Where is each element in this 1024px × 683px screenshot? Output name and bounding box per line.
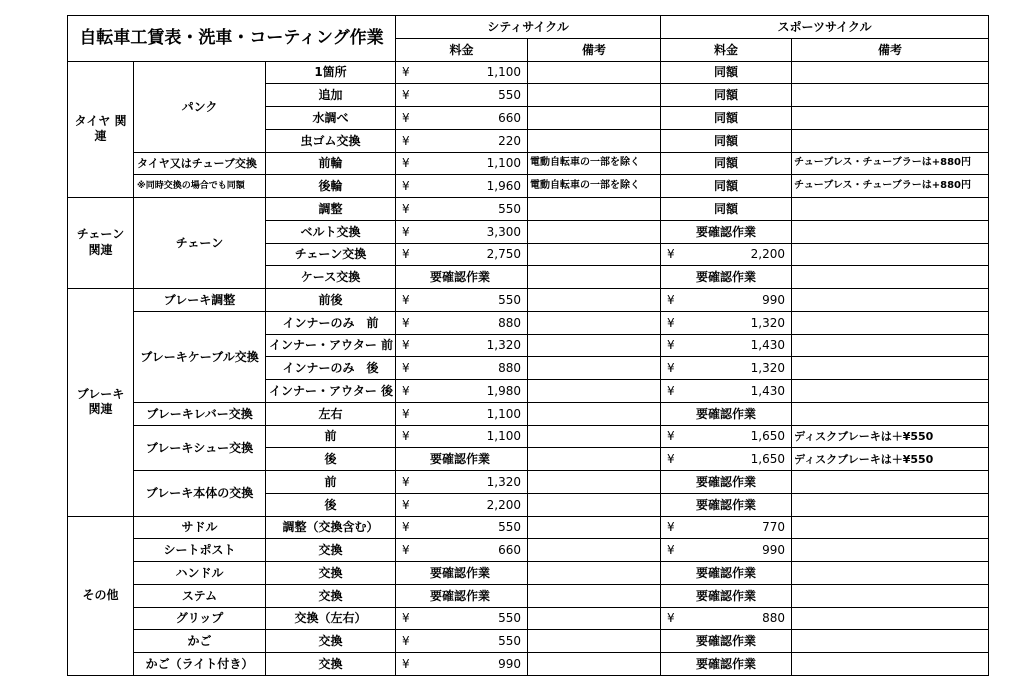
city-note: 電動自転車の一部を除く: [528, 152, 661, 175]
price-amount: 1,430: [750, 338, 786, 353]
yen-sign: ¥: [667, 361, 675, 376]
item-cell: 調整（交換含む）: [266, 516, 396, 539]
item-cell: 交換: [266, 584, 396, 607]
yen-sign: ¥: [402, 292, 410, 307]
price-amount: 550: [498, 201, 522, 216]
sports-note: [792, 380, 989, 403]
city-price: [396, 630, 528, 653]
sports-note: [792, 402, 989, 425]
city-price: [396, 539, 528, 562]
price-amount: 1,320: [750, 315, 786, 330]
city-price: [396, 84, 528, 107]
sports-same: 同額: [661, 61, 792, 84]
yen-sign: ¥: [402, 201, 410, 216]
price-amount: 550: [498, 634, 522, 649]
price-amount: 660: [498, 543, 522, 558]
city-note: [528, 357, 661, 380]
city-note: [528, 220, 661, 243]
sub-tire-note: ※同時交換の場合でも同額: [134, 175, 266, 198]
yen-sign: ¥: [667, 611, 675, 626]
item-cell: インナーのみ 前: [266, 311, 396, 334]
item-cell: 後輪: [266, 175, 396, 198]
city-price: [396, 516, 528, 539]
sub-handle: ハンドル: [134, 562, 266, 585]
yen-sign: ¥: [402, 224, 410, 239]
yen-sign: ¥: [402, 110, 410, 125]
item-cell: インナー・アウター 前: [266, 334, 396, 357]
sports-req: 要確認作業: [661, 562, 792, 585]
sports-req: 要確認作業: [661, 471, 792, 494]
sports-price: [661, 425, 792, 448]
item-cell: 交換（左右）: [266, 607, 396, 630]
yen-sign: ¥: [667, 383, 675, 398]
sports-same: 同額: [661, 152, 792, 175]
group-chain: チェーン 関連: [68, 198, 134, 289]
group-other: その他: [68, 516, 134, 676]
sub-grip: グリップ: [134, 607, 266, 630]
city-note: [528, 493, 661, 516]
table-row: [68, 471, 989, 494]
sub-tire-tube: タイヤ又はチューブ交換: [134, 152, 266, 175]
yen-sign: ¥: [402, 520, 410, 535]
item-cell: インナー・アウター 後: [266, 380, 396, 403]
sports-note: [792, 61, 989, 84]
table-row: [68, 425, 989, 448]
header-row: [68, 16, 989, 39]
price-amount: 550: [498, 292, 522, 307]
sports-note: [792, 243, 989, 266]
yen-sign: ¥: [667, 520, 675, 535]
sports-note: [792, 311, 989, 334]
city-note: [528, 630, 661, 653]
sports-same: 同額: [661, 84, 792, 107]
city-note: [528, 380, 661, 403]
price-amount: 2,200: [750, 247, 786, 262]
table-row: [68, 152, 989, 175]
item-cell: 交換: [266, 539, 396, 562]
sports-note: [792, 584, 989, 607]
city-note: [528, 289, 661, 312]
city-note: [528, 471, 661, 494]
sports-price: [661, 311, 792, 334]
sports-note: ディスクブレーキは＋¥550: [792, 425, 989, 448]
table-row: [68, 584, 989, 607]
city-note-header: 備考: [528, 38, 661, 61]
sports-note: [792, 266, 989, 289]
item-cell: 左右: [266, 402, 396, 425]
city-price: [396, 152, 528, 175]
sub-brake-body: ブレーキ本体の交換: [134, 471, 266, 517]
yen-sign: ¥: [667, 338, 675, 353]
yen-sign: ¥: [402, 65, 410, 80]
item-cell: 調整: [266, 198, 396, 221]
city-cycle-header: シティサイクル: [396, 16, 661, 39]
city-note: [528, 516, 661, 539]
yen-sign: ¥: [402, 497, 410, 512]
city-note: [528, 425, 661, 448]
city-price: [396, 289, 528, 312]
sports-note: [792, 653, 989, 676]
yen-sign: ¥: [402, 338, 410, 353]
item-cell: 追加: [266, 84, 396, 107]
item-cell: 虫ゴム交換: [266, 129, 396, 152]
city-req: 要確認作業: [396, 584, 528, 607]
sports-price: [661, 516, 792, 539]
city-note: [528, 61, 661, 84]
sports-note: [792, 607, 989, 630]
city-note: [528, 448, 661, 471]
item-cell: 前: [266, 471, 396, 494]
sports-note: [792, 289, 989, 312]
sub-saddle: サドル: [134, 516, 266, 539]
yen-sign: ¥: [402, 315, 410, 330]
sports-note-header: 備考: [792, 38, 989, 61]
price-amount: 2,200: [486, 497, 522, 512]
table-row: [68, 562, 989, 585]
item-cell: ケース交換: [266, 266, 396, 289]
yen-sign: ¥: [402, 611, 410, 626]
price-amount: 550: [498, 520, 522, 535]
yen-sign: ¥: [402, 634, 410, 649]
price-amount: 880: [498, 361, 522, 376]
sports-same: 同額: [661, 198, 792, 221]
table-row: [68, 61, 989, 84]
yen-sign: ¥: [402, 657, 410, 671]
city-price: [396, 243, 528, 266]
city-req: 要確認作業: [396, 266, 528, 289]
city-price: [396, 380, 528, 403]
sports-price: [661, 380, 792, 403]
group-tire: タイヤ 関連: [68, 61, 134, 198]
yen-sign: ¥: [402, 156, 410, 171]
table-row: [68, 653, 989, 676]
city-price: [396, 607, 528, 630]
city-price: [396, 129, 528, 152]
item-cell: チェーン交換: [266, 243, 396, 266]
price-amount: 1,100: [486, 406, 522, 421]
item-cell: 後: [266, 448, 396, 471]
price-amount: 1,650: [750, 452, 786, 467]
item-cell: 後: [266, 493, 396, 516]
city-fee-header: 料金: [396, 38, 528, 61]
table-row: [68, 311, 989, 334]
sports-note: [792, 562, 989, 585]
yen-sign: ¥: [402, 474, 410, 489]
price-amount: 3,300: [486, 224, 522, 239]
item-cell: 交換: [266, 653, 396, 676]
city-price: [396, 357, 528, 380]
price-amount: 1,100: [486, 65, 522, 80]
price-amount: 1,960: [486, 179, 522, 194]
price-amount: 1,320: [486, 474, 522, 489]
sports-note: [792, 84, 989, 107]
price-amount: 880: [762, 611, 786, 626]
sports-req: 要確認作業: [661, 402, 792, 425]
city-price: [396, 198, 528, 221]
sports-note: [792, 630, 989, 653]
city-note: [528, 607, 661, 630]
sports-note: チューブレス・チューブラーは+880円: [792, 175, 989, 198]
sports-note: [792, 516, 989, 539]
price-amount: 880: [498, 315, 522, 330]
sports-price: [661, 357, 792, 380]
price-amount: 1,320: [486, 338, 522, 353]
city-note: 電動自転車の一部を除く: [528, 175, 661, 198]
sub-seatpost: シートポスト: [134, 539, 266, 562]
yen-sign: ¥: [667, 247, 675, 262]
yen-sign: ¥: [402, 88, 410, 103]
city-note: [528, 198, 661, 221]
price-amount: 1,320: [750, 361, 786, 376]
sports-note: [792, 493, 989, 516]
yen-sign: ¥: [402, 406, 410, 421]
city-price: [396, 334, 528, 357]
sports-price: [661, 539, 792, 562]
sub-basket: かご: [134, 630, 266, 653]
price-amount: 1,430: [750, 383, 786, 398]
sports-note: [792, 471, 989, 494]
table-row: [68, 539, 989, 562]
price-amount: 1,100: [486, 156, 522, 171]
sports-note: [792, 539, 989, 562]
city-note: [528, 539, 661, 562]
item-cell: インナーのみ 後: [266, 357, 396, 380]
city-price: [396, 402, 528, 425]
sports-note: [792, 129, 989, 152]
sub-brake-adj: ブレーキ調整: [134, 289, 266, 312]
sports-req: 要確認作業: [661, 584, 792, 607]
sub-puncture: パンク: [134, 61, 266, 152]
table-row: [68, 175, 989, 198]
sub-brake-lever: ブレーキレバー交換: [134, 402, 266, 425]
yen-sign: ¥: [667, 452, 675, 467]
sports-note: チューブレス・チューブラーは+880円: [792, 152, 989, 175]
item-cell: ベルト交換: [266, 220, 396, 243]
price-amount: 660: [498, 110, 522, 125]
table-row: [68, 289, 989, 312]
price-amount: 550: [498, 611, 522, 626]
city-price: [396, 61, 528, 84]
sports-same: 同額: [661, 107, 792, 130]
yen-sign: ¥: [402, 543, 410, 558]
item-cell: 前: [266, 425, 396, 448]
group-brake: ブレーキ 関連: [68, 289, 134, 517]
city-note: [528, 402, 661, 425]
city-note: [528, 562, 661, 585]
sports-req: 要確認作業: [661, 630, 792, 653]
sports-note: [792, 220, 989, 243]
sports-note: [792, 334, 989, 357]
sub-brake-cable: ブレーキケーブル交換: [134, 311, 266, 402]
price-amount: 1,980: [486, 383, 522, 398]
table-row: [68, 198, 989, 221]
table-row: [68, 516, 989, 539]
price-amount: 990: [498, 657, 522, 671]
price-amount: 990: [762, 543, 786, 558]
city-price: [396, 493, 528, 516]
city-note: [528, 653, 661, 676]
sports-same: 同額: [661, 175, 792, 198]
yen-sign: ¥: [667, 315, 675, 330]
sports-price: [661, 607, 792, 630]
city-price: [396, 471, 528, 494]
sports-note: [792, 107, 989, 130]
price-table: [67, 15, 989, 676]
sub-stem: ステム: [134, 584, 266, 607]
price-amount: 1,650: [750, 429, 786, 444]
city-price: [396, 107, 528, 130]
sub-chain: チェーン: [134, 198, 266, 289]
city-price: [396, 653, 528, 676]
price-amount: 770: [762, 520, 786, 535]
city-price: [396, 175, 528, 198]
city-price: [396, 425, 528, 448]
city-note: [528, 129, 661, 152]
page-title: 自転車工賃表・洗車・コーティング作業: [68, 16, 396, 62]
yen-sign: ¥: [667, 429, 675, 444]
city-req: 要確認作業: [396, 562, 528, 585]
item-cell: 交換: [266, 630, 396, 653]
yen-sign: ¥: [402, 179, 410, 194]
city-note: [528, 243, 661, 266]
price-amount: 2,750: [486, 247, 522, 262]
yen-sign: ¥: [402, 133, 410, 148]
sports-price: [661, 289, 792, 312]
sports-req: 要確認作業: [661, 266, 792, 289]
yen-sign: ¥: [667, 292, 675, 307]
price-amount: 550: [498, 88, 522, 103]
sub-basket-light: かご（ライト付き）: [134, 653, 266, 676]
price-amount: 220: [498, 133, 522, 148]
city-req: 要確認作業: [396, 448, 528, 471]
table-row: [68, 607, 989, 630]
city-note: [528, 266, 661, 289]
city-note: [528, 334, 661, 357]
yen-sign: ¥: [402, 247, 410, 262]
price-amount: 1,100: [486, 429, 522, 444]
sports-note: [792, 357, 989, 380]
city-note: [528, 84, 661, 107]
sports-cycle-header: スポーツサイクル: [661, 16, 989, 39]
item-cell: 1箇所: [266, 61, 396, 84]
item-cell: 交換: [266, 562, 396, 585]
sports-price: [661, 448, 792, 471]
city-price: [396, 311, 528, 334]
table-row: [68, 402, 989, 425]
sports-note: [792, 198, 989, 221]
sports-note: ディスクブレーキは＋¥550: [792, 448, 989, 471]
sports-same: 同額: [661, 129, 792, 152]
sports-req: 要確認作業: [661, 220, 792, 243]
city-note: [528, 584, 661, 607]
item-cell: 前後: [266, 289, 396, 312]
sports-price: [661, 243, 792, 266]
sports-fee-header: 料金: [661, 38, 792, 61]
price-amount: 990: [762, 292, 786, 307]
sports-req: 要確認作業: [661, 653, 792, 676]
city-note: [528, 107, 661, 130]
sub-brake-shoe: ブレーキシュー交換: [134, 425, 266, 471]
yen-sign: ¥: [402, 429, 410, 444]
yen-sign: ¥: [667, 543, 675, 558]
sports-price: [661, 334, 792, 357]
yen-sign: ¥: [402, 383, 410, 398]
item-cell: 水調べ: [266, 107, 396, 130]
city-note: [528, 311, 661, 334]
city-price: [396, 220, 528, 243]
yen-sign: ¥: [402, 361, 410, 376]
sports-req: 要確認作業: [661, 493, 792, 516]
item-cell: 前輪: [266, 152, 396, 175]
table-row: [68, 630, 989, 653]
